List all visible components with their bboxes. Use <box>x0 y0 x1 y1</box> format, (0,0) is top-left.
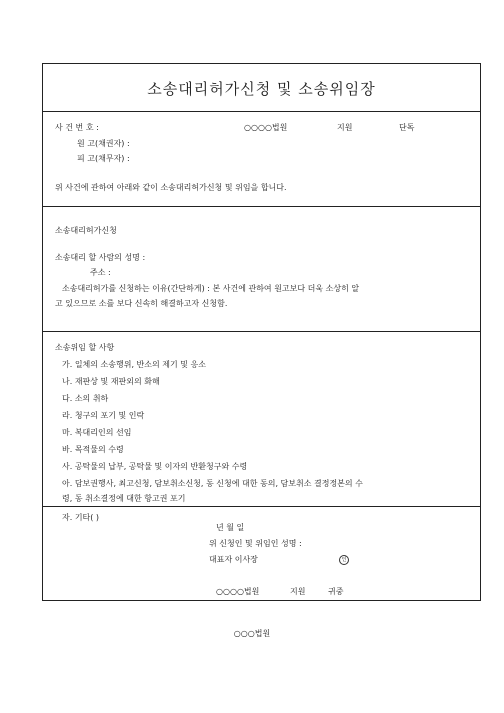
mandate-item: 사. 공탁물의 납부, 공탁물 및 이자의 반환청구와 수령 <box>62 462 248 471</box>
plaintiff-label: 원 고(채권자) : <box>77 139 130 148</box>
mandate-item: 라. 청구의 포기 및 인락 <box>62 411 145 420</box>
seal-mark: 인 <box>339 555 349 565</box>
permission-section <box>43 206 480 332</box>
mandate-item: 가. 일체의 소송행위, 반소의 제기 및 응소 <box>62 360 206 369</box>
mandate-heading: 소송위임 할 사항 <box>55 343 115 352</box>
mandate-item: 령, 동 취소결정에 대한 항고권 포기 <box>62 494 186 503</box>
permission-heading: 소송대리허가신청 <box>55 226 117 235</box>
document-title: 소송대리허가신청 및 소송위임장 <box>147 80 376 98</box>
representative-label: 대표자 이사장 <box>209 555 258 564</box>
case-number-label: 사 건 번 호 : <box>55 123 99 132</box>
case-single: 단독 <box>399 123 415 132</box>
defendant-label: 피 고(채무자) : <box>77 154 130 163</box>
mandate-item: 나. 재판상 및 재판외의 화해 <box>62 377 160 386</box>
mandate-section <box>43 331 480 522</box>
mandate-item: 다. 소의 취하 <box>62 394 109 403</box>
agent-address-label: 주소 : <box>90 268 111 277</box>
mandate-item: 자. 기타( ) <box>62 513 100 522</box>
mandate-item: 바. 목적물의 수령 <box>62 445 124 454</box>
mandate-item: 마. 복대리인의 선임 <box>62 428 132 437</box>
signature-branch: 지원 <box>290 587 306 596</box>
case-branch: 지원 <box>337 123 353 132</box>
mandate-item: 아. 담보권행사, 최고신청, 담보취소신청, 동 신청에 대한 동의, 담보취소 결정정본의 수 <box>62 479 363 488</box>
case-court: ○○○○법원 <box>244 123 288 132</box>
reason-line-1: 소송대리허가를 신청하는 이유(간단하게) : 본 사건에 관하여 원고보다 더욱 소상히 알 <box>62 284 360 293</box>
signature-court: ○○○○법원 <box>216 587 260 596</box>
document-frame <box>42 63 481 601</box>
signature-addressee: 귀중 <box>328 587 344 596</box>
intro-text: 위 사건에 관하여 아래와 같이 소송대리허가신청 및 위임을 합니다. <box>55 183 287 192</box>
reason-line-2: 고 있으므로 소를 보다 신속히 해결하고자 신청함. <box>55 299 228 308</box>
signature-section <box>43 506 480 603</box>
date-line: 년 월 일 <box>216 523 245 532</box>
agent-name-label: 소송대리 할 사람의 성명 : <box>55 253 146 262</box>
applicant-label: 위 신청인 및 위임인 성명 : <box>209 539 302 548</box>
footer-court: ○○○법원 <box>233 629 271 638</box>
